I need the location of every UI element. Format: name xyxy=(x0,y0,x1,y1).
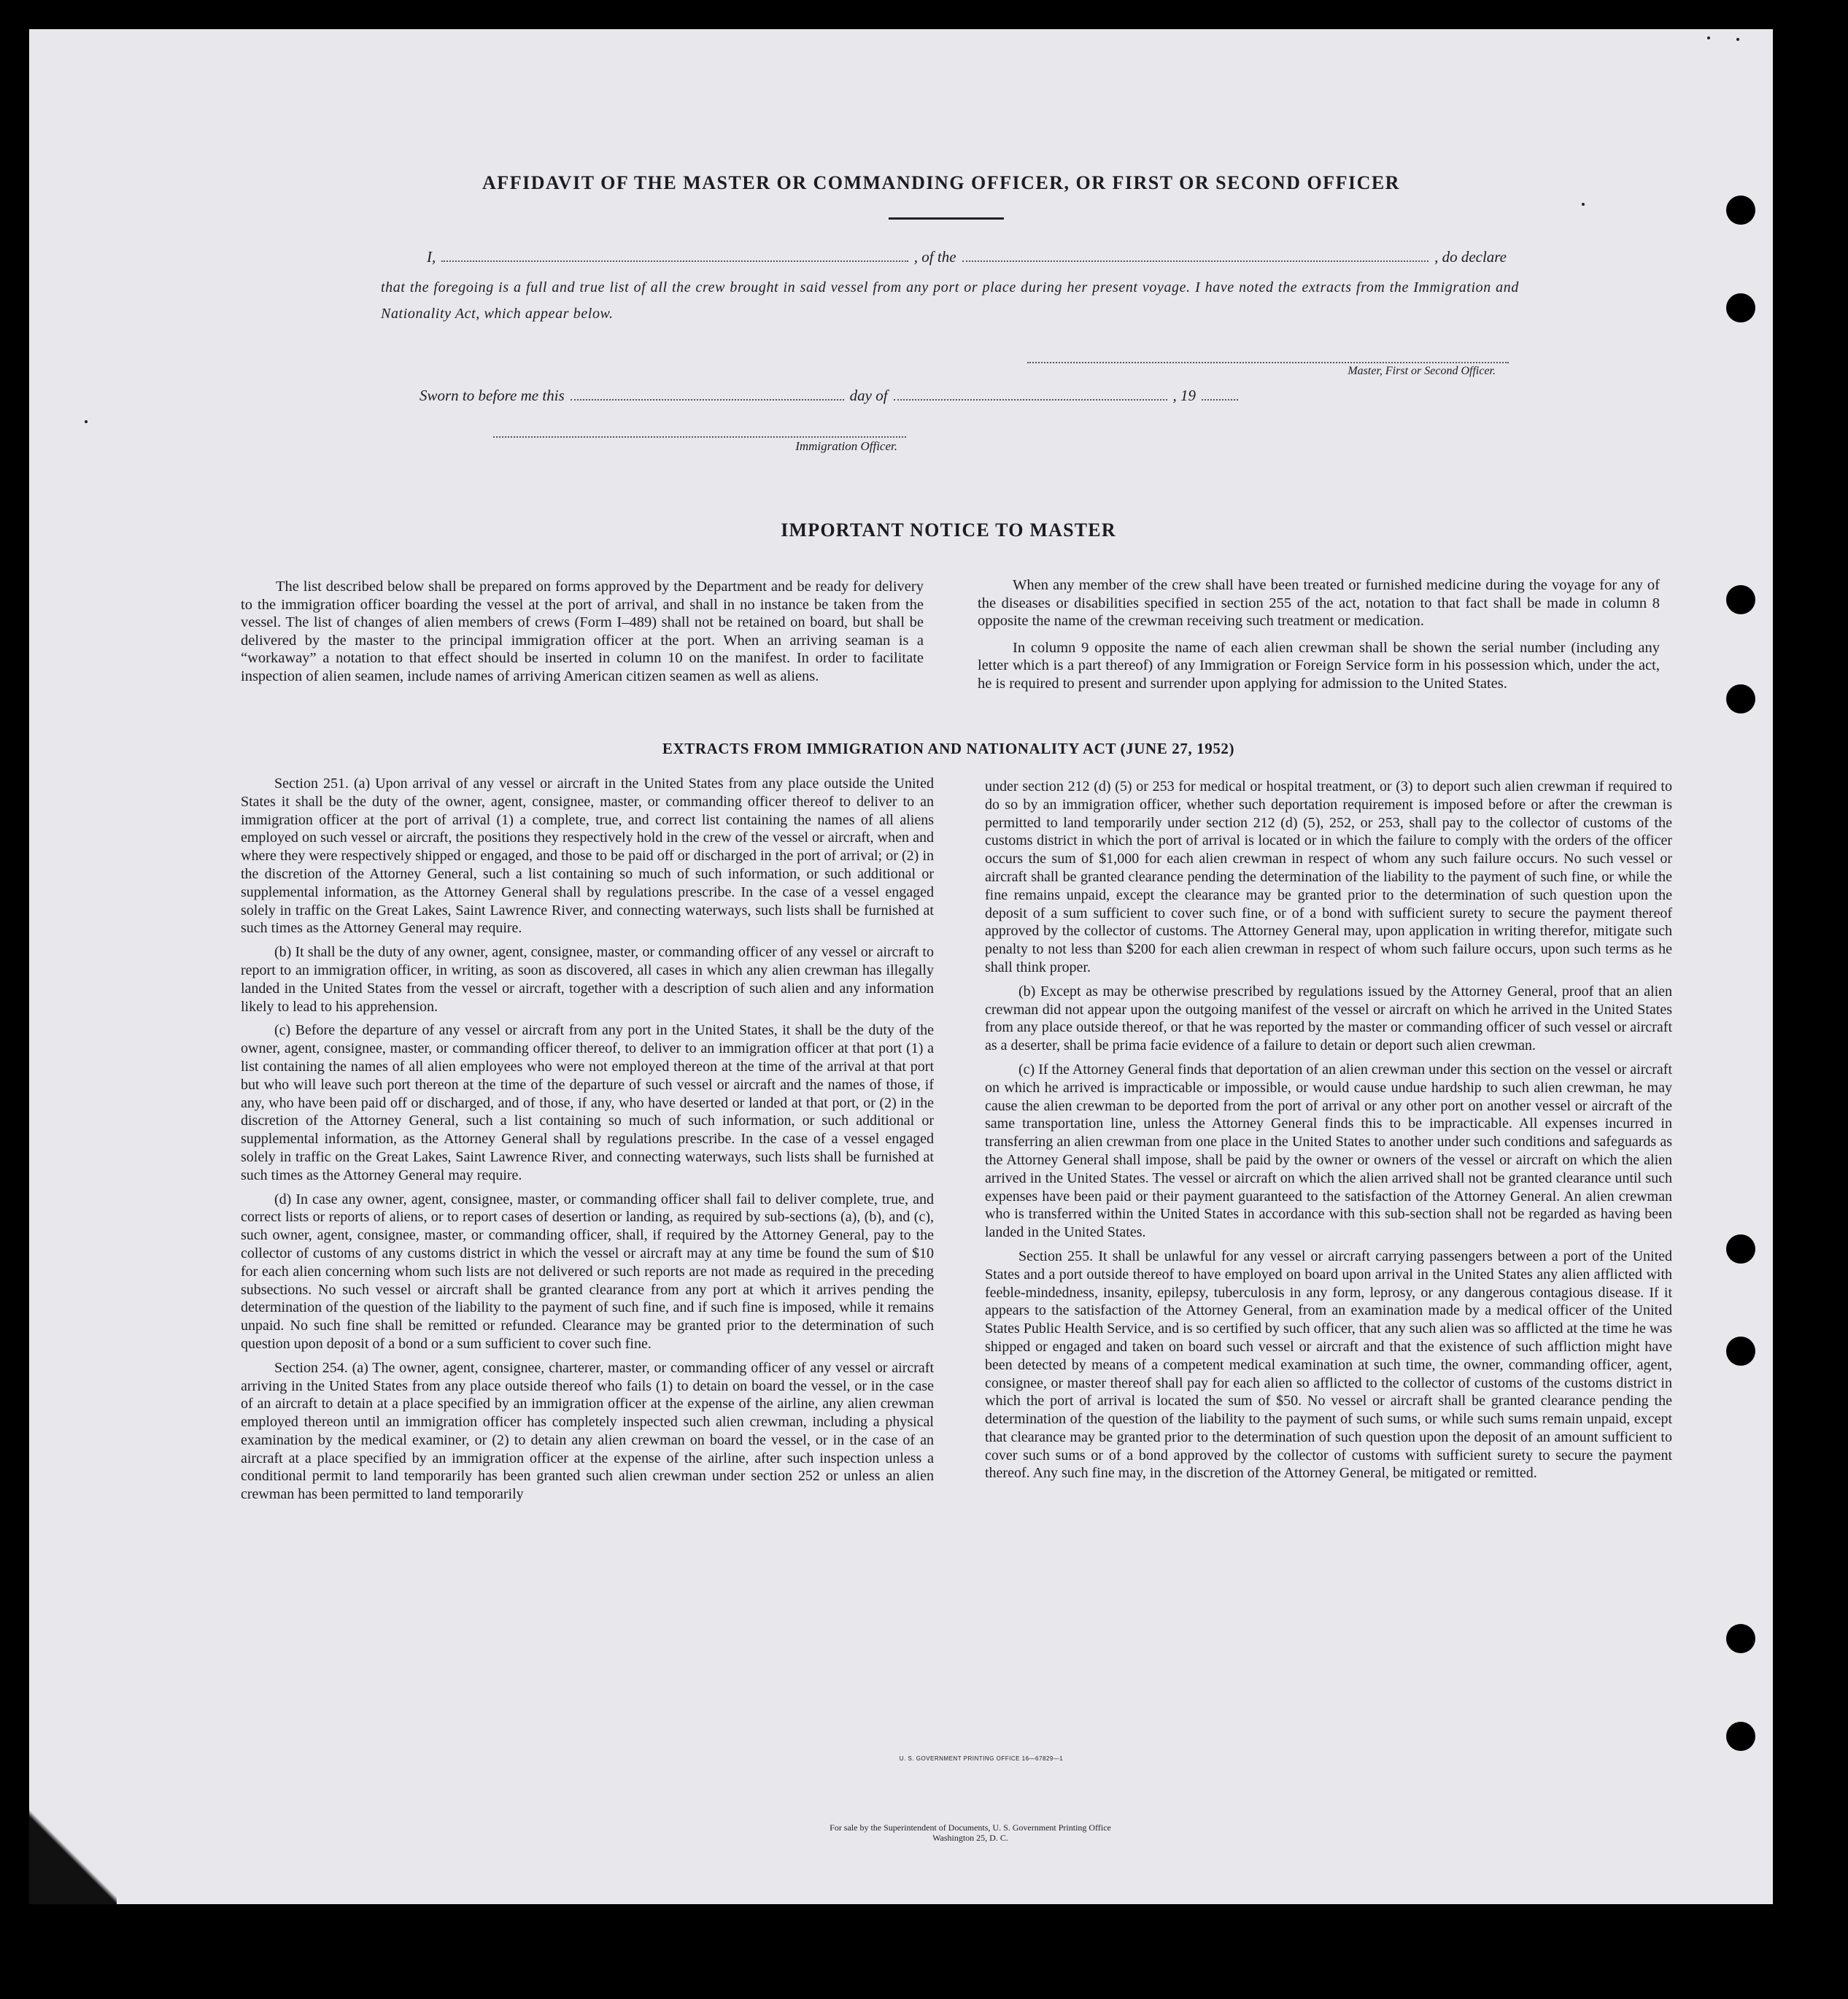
declaration-of-the: , of the xyxy=(913,248,956,266)
sworn-month-blank[interactable] xyxy=(894,389,1167,401)
for-sale-notice xyxy=(686,1822,1255,1843)
sworn-date-blank[interactable] xyxy=(571,389,844,401)
extract-paragraph: (c) Before the departure of any vessel or aircraft from any port in the United States, it shall be the duty of the owner, agent, consignee, master, or commanding officer thereof, to deliver to an immigration officer at that port (1) a list containing the names of all alien employees who were not employed thereon at the time of the arrival at that port but who will leave such port thereon at the time of the departure of such vessel or aircraft and the names of those, if any, who have been paid off or discharged, and of those, if any, who have deserted or landed at that port, or (2) in the discretion of the Attorney General, such a list containing so much of such information, or such additional or supplemental information, as the Attorney General shall by regulations prescribe. In the case of a vessel engaged solely in traffic on the Great Lakes, Saint Lawrence River, and connecting waterways, such lists shall be furnished at such times as the Attorney General may require. xyxy=(241,1022,934,1183)
notice-right-paragraph: When any member of the crew shall have been treated or furnished medicine during the voyage for any of the diseases or disabilities specified in section 255 of the act, notation to that fact shall be made in column 8 opposite the name of the crewman receiving such treatment or medication. xyxy=(978,577,1660,629)
extract-paragraph: (d) In case any owner, agent, consignee, master, or commanding officer shall fail to deliver complete, true, and correct lists or reports of aliens, or to report cases of desertion or landing, as required by sub-sections (a), (b), and (c), such owner, agent, consignee, master, or commanding officer, shall, if required by the Attorney General, pay to the collector of customs of any customs district in which the vessel or aircraft may at any time be found the sum of $10 for each alien concerning whom such lists are not delivered or such reports are not made as required in the preceding subsections. No such vessel or aircraft shall be granted clearance from any port at which it arrives pending the determination of the question of the liability to the payment of such fine, and if such fine is imposed, while it remains unpaid. No such fine shall be remitted or refunded. Clearance may be granted prior to the determination of such question upon deposit of a bond or a sum sufficient to cover such fine. xyxy=(241,1191,934,1352)
extract-paragraph: (b) It shall be the duty of any owner, agent, consignee, master, or commanding officer of any vessel or aircraft to report to an immigration officer, in writing, as soon as discovered, all cases in which any alien crewman has illegally landed in the United States from the vessel or aircraft, together with a description of such alien and any information likely to lead to his apprehension. xyxy=(241,944,934,1015)
dust-speck xyxy=(1736,38,1739,41)
dust-speck xyxy=(1707,36,1710,39)
notice-left-text: The list described below shall be prepared on forms approved by the Department and be ready for delivery to the immigration officer boarding the vessel at the port of arrival, and shall in no instance be taken from the vessel. The list of changes of alien members of crews (Form I–489) shall not be retained on board, but shall be delivered by the master to the principal immigration officer at the port. When an arriving seaman is a “workaway” a notation to that effect should be inserted in column 10 on the manifest. In order to facilitate inspection of alien seamen, include names of arriving American citizen seamen as well as aliens. xyxy=(241,579,924,684)
punch-hole xyxy=(1726,293,1755,322)
master-signature-line[interactable] xyxy=(1027,362,1509,363)
punch-hole xyxy=(1726,196,1755,225)
extracts-title: EXTRACTS FROM IMMIGRATION AND NATIONALITY ACT (JUNE 27, 1952) xyxy=(662,740,1235,757)
dust-speck xyxy=(1582,203,1585,206)
sworn-text: Sworn to before me this xyxy=(420,387,565,404)
immigration-officer-signature-line[interactable] xyxy=(493,436,906,438)
declaration-statement: that the foregoing is a full and true list of all the crew brought in said vessel from any port or place during her present voyage. I have noted the extracts from the Immigration and Nationality Act, which appear below. xyxy=(381,279,1519,322)
sworn-line xyxy=(420,387,1244,405)
extracts-right-column xyxy=(985,778,1672,1488)
punch-hole xyxy=(1726,1234,1755,1264)
master-signature-label: Master, First or Second Officer. xyxy=(1348,365,1496,377)
extract-paragraph: Section 255. It shall be unlawful for any vessel or aircraft carrying passengers between a port of the United States and a port outside thereof to have employed on board upon arrival in the United States any alien afflicted with feeble-mindedness, insanity, epilepsy, tuberculosis in any form, leprosy, or any dangerous contagious disease. If it appears to the satisfaction of the Attorney General, from an examination made by a medical officer of the United States Public Health Service, and is so certified by such officer, that any such alien was so afflicted at the time he was shipped or engaged and taken on board such vessel or aircraft and that the existence of such affliction might have been detected by means of a competent medical examination at such time, the owner, commanding officer, agent, consignee, or master thereof shall pay for each alien so afflicted to the collector of customs of the customs district in which the port of arrival is located the sum of $50. No vessel or aircraft shall be granted clearance pending the determination of the question of the liability to the payment of such sums, or while such sums remain unpaid, except that clearance may be granted prior to the determination of such question upon the deposit of an amount sufficient to cover such sums or of a bond approved by the collector of customs with sufficient surety to secure the payment thereof. Any such fine may, in the discretion of the Attorney General, be mitigated or remitted. xyxy=(985,1248,1672,1482)
title-rule xyxy=(889,217,1004,220)
notice-right-paragraph: In column 9 opposite the name of each alien crewman shall be shown the serial number (including any letter which is a part thereof) of any Immigration or Foreign Service form in his possession which, under the act, he is required to present and surrender upon applying for admission to the United States. xyxy=(978,639,1660,692)
name-blank[interactable] xyxy=(441,250,908,262)
extract-paragraph: Section 254. (a) The owner, agent, consignee, charterer, master, or commanding officer of any vessel or aircraft arriving in the United States from any place outside thereof who fails (1) to detain on board the vessel, or in the case of an aircraft to detain at a place specified by an immigration officer at the expense of the airline, any alien crewman employed thereon until an immigration officer has completely inspected such alien crewman, including a physical examination by the medical examiner, or (2) to detain any alien crewman on board the vessel, or in the case of an aircraft at a place specified by an immigration officer at the expense of the airline, after such inspection unless a conditional permit to land temporarily has been granted such alien crewman under section 252 or unless an alien crewman has been permitted to land temporarily xyxy=(241,1359,934,1503)
extract-paragraph: Section 251. (a) Upon arrival of any vessel or aircraft in the United States from any place outside the United States it shall be the duty of the owner, agent, consignee, master, or commanding officer thereof to deliver to an immigration officer at the port of arrival (1) a complete, true, and correct list containing the names of all aliens employed on such vessel or aircraft, the positions they respectively hold in the crew of the vessel or aircraft, when and where they were respectively shipped or engaged, and those to be paid off or discharged in the port of arrival; or (2) in the discretion of the Attorney General, such a list containing so much of such information, or such additional or supplemental information, as the Attorney General shall by regulations prescribe. In the case of a vessel engaged solely in traffic on the Great Lakes, Saint Lawrence River, and connecting waterways, such lists shall be furnished at such times as the Attorney General may require. xyxy=(241,776,934,937)
extract-paragraph: (c) If the Attorney General finds that deportation of an alien crewman under this section on the vessel or aircraft on which he arrived is impracticable or impossible, or would cause undue hardship to such alien crewman, he may cause the alien crewman to be deported from the port of arrival or any other port on another vessel or aircraft of the same transportation line, unless the Attorney General finds this to be impracticable. All expenses incurred in transferring an alien crewman from one place in the United States to another under such conditions and safeguards as the Attorney General shall impose, shall be paid by the owner or owners of the vessel or aircraft on which the alien arrived in the United States. The vessel or aircraft on which the alien arrived shall not be granted clearance until such expenses have been paid or their payment guaranteed to the satisfaction of the Attorney General. An alien crewman who is transferred within the United States in accordance with this sub-section shall not be regarded as having been landed in the United States. xyxy=(985,1061,1672,1241)
punch-hole xyxy=(1726,1624,1755,1653)
document-page xyxy=(29,29,1773,1904)
declaration-i: I, xyxy=(427,248,436,266)
declaration-declare: , do declare xyxy=(1434,248,1507,266)
punch-hole xyxy=(1726,684,1755,714)
for-sale-line: For sale by the Superintendent of Documents, U. S. Government Printing Office xyxy=(830,1822,1111,1833)
punch-hole xyxy=(1726,1722,1755,1751)
notice-right-text xyxy=(978,576,1660,701)
punch-hole xyxy=(1726,585,1755,614)
dust-speck xyxy=(85,420,88,423)
extract-paragraph: under section 212 (d) (5) or 253 for medical or hospital treatment, or (3) to deport such alien crewman if required to do so by an immigration officer, whether such deportation requirement is imposed before or after the crewman is permitted to land temporarily under section 212 (d) (5), 252, or 253, shall pay to the collector of customs of the customs district in which the port of arrival is located or in which the failure to comply with the orders of the officer occurs the sum of $1,000 for each alien crewman in respect of whom any such failure occurs. No such vessel or aircraft shall be granted clearance pending the determination of the liability to the payment of such fine, or while the fine remains unpaid, except the clearance may be granted prior to the determination of such question upon the deposit of a sum sufficient to cover such fine, or of a bond with sufficient surety to secure the payment thereof approved by the collector of customs. The Attorney General may, upon application in writing therefor, mitigate such penalty to not less than $200 for each alien crewman in respect of whom such failure occurs, upon such terms as he shall think proper. xyxy=(985,778,1672,975)
sworn-day-of: day of xyxy=(849,387,888,404)
vessel-blank[interactable] xyxy=(962,250,1429,262)
extracts-left-column xyxy=(241,775,934,1509)
declaration-line xyxy=(427,248,1507,266)
punch-hole xyxy=(1726,1337,1755,1366)
gpo-imprint: U. S. GOVERNMENT PRINTING OFFICE 16—67829—1 xyxy=(899,1755,1064,1762)
folded-corner xyxy=(29,1809,117,1904)
immigration-officer-label: Immigration Officer. xyxy=(795,439,897,453)
extract-paragraph: (b) Except as may be otherwise prescribed by regulations issued by the Attorney General, proof that an alien crewman did not appear upon the outgoing manifest of the vessel or aircraft on which he arrived in the United States from any place outside thereof, or that he was reported by the master or commanding officer of such vessel or aircraft as a deserter, shall be prima facie evidence of a failure to detain or deport such alien crewman. xyxy=(985,983,1672,1054)
sworn-year: , 19 xyxy=(1172,387,1196,404)
sworn-year-blank[interactable] xyxy=(1202,389,1238,401)
affidavit-title: AFFIDAVIT OF THE MASTER OR COMMANDING OFFICER, OR FIRST OR SECOND OFFICER xyxy=(482,172,1400,193)
for-sale-address: Washington 25, D. C. xyxy=(932,1833,1008,1843)
notice-title: IMPORTANT NOTICE TO MASTER xyxy=(781,519,1116,541)
